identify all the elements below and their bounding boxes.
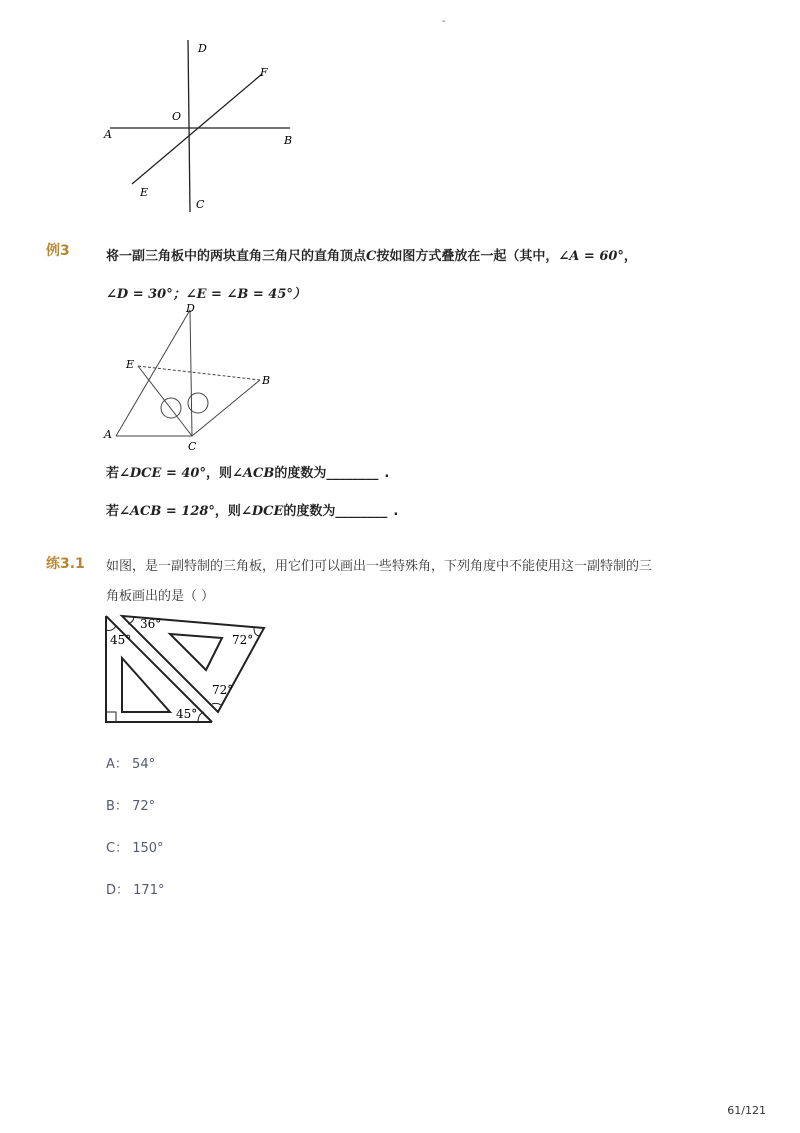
example-line-1 [106, 245, 637, 264]
q2-end: . [393, 504, 399, 519]
label-45-bottom: 45° [176, 707, 198, 721]
label-a: A [104, 428, 112, 441]
top-mark: - [442, 16, 446, 27]
option-c-value: 150° [132, 841, 164, 856]
intersecting-lines-figure [100, 36, 310, 218]
special-set-squares-figure [100, 608, 272, 728]
label-c: C [188, 440, 197, 453]
q1-angle: ∠DCE = 40° [119, 466, 206, 481]
label-f: F [260, 66, 268, 79]
vertex-c: C [366, 249, 377, 264]
label-e: E [140, 186, 149, 199]
label-a: A [104, 128, 112, 141]
label-b: B [284, 134, 293, 147]
q2-answer-blank[interactable]: ________ [335, 504, 388, 519]
example-text-2: 按如图方式叠放在一起（其中， [376, 249, 559, 264]
line-ef [132, 74, 262, 184]
angle-values: ∠D = 30°；∠E = ∠B = 45°） [106, 287, 306, 302]
page-number: 61/121 [727, 1104, 766, 1117]
example-line-2 [106, 283, 306, 302]
angle-a-value: ∠A = 60° [558, 249, 624, 264]
label-b: B [262, 374, 271, 387]
label-72-top: 72° [232, 633, 254, 647]
question-2 [106, 500, 398, 519]
label-72-mid: 72° [212, 683, 234, 697]
option-a-label: A： [106, 757, 128, 772]
option-c-label: C： [106, 841, 129, 856]
q1-end: . [384, 466, 390, 481]
label-36: 36° [140, 617, 162, 631]
q1-answer-blank[interactable]: ________ [326, 466, 379, 481]
question-1 [106, 462, 389, 481]
option-d-label: D： [106, 883, 130, 898]
practice-tag: 练3.1 [46, 556, 85, 572]
option-b[interactable] [106, 795, 155, 814]
q2-mid: ，则 [214, 504, 241, 519]
label-45-top: 45° [110, 633, 132, 647]
label-o: O [172, 110, 182, 123]
q2-prefix: 若 [106, 504, 120, 519]
q1-mid: ，则 [205, 466, 232, 481]
q2-angle: ∠ACB = 128° [119, 504, 215, 519]
set-squares-figure [100, 302, 280, 454]
q1-angle-2: ∠ACB [232, 466, 275, 481]
label-c: C [196, 198, 205, 211]
label-e: E [126, 358, 135, 371]
option-b-label: B： [106, 799, 128, 814]
option-b-value: 72° [132, 799, 156, 814]
q2-suffix: 的度数为 [283, 504, 336, 519]
label-d: D [186, 302, 195, 315]
example-text-1: 将一副三角板中的两块直角三角尺的直角顶点 [106, 249, 367, 264]
q1-prefix: 若 [106, 466, 120, 481]
q1-suffix: 的度数为 [274, 466, 327, 481]
example-tag: 例3 [46, 243, 70, 259]
option-a-value: 54° [132, 757, 156, 772]
example-comma: ， [623, 249, 637, 264]
option-d-value: 171° [133, 883, 165, 898]
line-dc [188, 40, 190, 212]
option-d[interactable] [106, 879, 164, 898]
option-a[interactable] [106, 753, 155, 772]
practice-line-1: 如图，是一副特制的三角板，用它们可以画出一些特殊角，下列角度中不能使用这一副特制的三 [106, 559, 653, 574]
label-d: D [198, 42, 207, 55]
practice-line-2: 角板画出的是（ ） [106, 589, 215, 604]
q2-angle-2: ∠DCE [240, 504, 284, 519]
option-c[interactable] [106, 837, 164, 856]
